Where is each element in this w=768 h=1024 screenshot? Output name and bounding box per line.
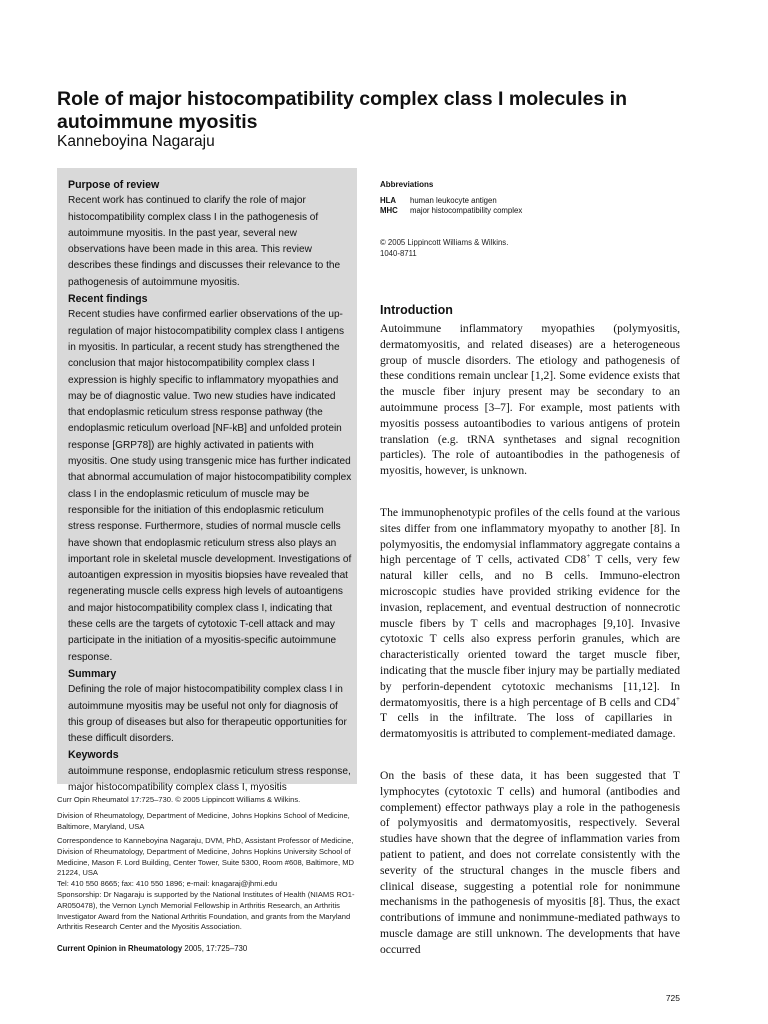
copyright-line: © 2005 Lippincott Williams & Wilkins.	[380, 238, 509, 247]
abbreviation-term: MHC	[380, 206, 398, 215]
summary-heading: Summary	[68, 667, 117, 680]
findings-heading: Recent findings	[68, 293, 148, 306]
journal-reference: Curr Opin Rheumatol 17:725–730. © 2005 Lippincott Williams & Wilkins.	[57, 795, 301, 804]
findings-text: Recent studies have confirmed earlier observations of the up-regulation of major histocompatibility complex class I antigens in myositis. In particular, a recent study has strengthened the conclusion that major histocompatibility complex class I expression is highly specific to inflammatory myopathies and may be of diagnostic value. Two new studies have indicated that endoplasmic reticulum stress response pathway (the endoplasmic reticulum overload [NF-kB] and unfolded protein response [GRP78]) are highly activated in patients with myositis. One study using transgenic mice has further indicated that abnormal accumulation of major histocompatibility complex class I in the endoplasmic reticulum of muscle may be responsible for the initiation of this endoplasmic reticulum stress response. Furthermore, studies of normal muscle cells have shown that endoplasmic reticulum stress also plays an important role in skeletal muscle development. Investigations of autoantigen expression in myositis biopsies have revealed that regenerating muscle cells express high levels of autoantigens and major histocompatibility complex class I, indicating that these cells are the targets of cytotoxic T-cell attack and may participate in the initiation of a myositis-specific autoimmune response.	[68, 309, 352, 663]
contact-info: Tel: 410 550 8665; fax: 410 550 1896; e-mail: knagaraj@jhmi.edu	[57, 879, 278, 888]
introduction-heading: Introduction	[380, 303, 453, 317]
abbreviation-meaning: major histocompatibility complex	[410, 206, 523, 215]
keywords-text: autoimmune response, endoplasmic reticulum stress response, major histocompatibility complex class I, myositis	[68, 765, 351, 793]
abbreviation-meaning: human leukocyte antigen	[410, 196, 497, 205]
intro-p2-part-1: The immunophenotypic profiles of the cells found at the various sites differ from one inflammatory myopathy to another [8]. In polymyositis, the endomysial inflammatory aggregate contains a high percentage of T cells, activated CD8	[380, 506, 680, 567]
abbreviation-term: HLA	[380, 196, 397, 205]
abbreviation-row	[380, 196, 497, 205]
author-affiliation: Division of Rheumatology, Department of Medicine, Johns Hopkins School of Medicine, Baltimore, Maryland, USA	[57, 811, 350, 831]
summary-text: Defining the role of major histocompatibility complex class I in autoimmune myositis may be useful not only for diagnosis of this group of diseases but also for therapeutic opportunities for these difficult disorders.	[68, 684, 347, 745]
intro-paragraph-3: On the basis of these data, it has been suggested that T lymphocytes (cytotoxic T cells) and humoral (antibodies and complement) effector pathways play a role in the pathogenesis of polymyositis and dermatomyositis, respectively. Several studies have shown that the degree of inflammation varies from patient to patient, and does not correlate consistently with the severity of the structural changes in the muscle fibers and clinical disease, suggesting a potential role for nonimmune mechanisms in the pathogenesis of myositis [8]. Thus, the exact contributions of immune and nonimmune-mediated pathways to muscle damage are still unknown. The developments that have occurred	[380, 769, 680, 956]
citation-journal: Current Opinion in Rheumatology	[57, 944, 183, 953]
citation-details: 2005, 17:725–730	[182, 944, 248, 953]
purpose-heading: Purpose of review	[68, 179, 160, 191]
journal-citation	[57, 944, 247, 953]
issn: 1040-8711	[380, 248, 417, 258]
purpose-text: Recent work has continued to clarify the role of major histocompatibility complex class I in the pathogenesis of autoimmune myositis. In the past year, several new observations have been made in this area. This review describes these findings and discusses their relevance to the pathogenesis of autoimmune myositis.	[68, 195, 341, 288]
keywords-heading: Keywords	[68, 749, 119, 762]
superscript-plus: +	[676, 694, 680, 703]
intro-paragraph-2	[380, 505, 680, 742]
superscript-plus: +	[586, 552, 591, 561]
intro-p2-part-2: T cells, very few natural killer cells, and no B cells. Immuno-electron microscopic studies have provided striking evidence for the invasion, replacement, and eventual destruction of nonnecrotic muscle fibers by T cells and macrophages [9,10]. Invasive cytotoxic T cells also express perforin granules, which are characteristically oriented toward the target muscle fiber, indicating that the muscle fiber injury may be partially mediated by perforin-dependent cytotoxic mechanisms [11,12]. In dermatomyositis, there is a high percentage of B cells and CD4	[380, 553, 680, 709]
article-title: Role of major histocompatibility complex class I molecules in autoimmune myositis	[57, 88, 627, 133]
abbreviation-row	[380, 206, 522, 215]
sponsorship: Sponsorship: Dr Nagaraju is supported by the National Institutes of Health (NIAMS RO1-AR050478), the Vernon Lynch Memorial Fellowship in Arthritis Research, an Arthritis Investigator Award from the National Arthritis Foundation, and grants from the Maryland Arthritis Research Center and the Myositis Association.	[57, 890, 355, 932]
copyright-notice	[380, 238, 508, 259]
author-name: Kanneboyina Nagaraju	[57, 133, 215, 150]
intro-p2-part-3: T cells in the infiltrate. The loss of capillaries in dermatomyositis is attributed to complement-mediated damage.	[380, 711, 676, 741]
intro-paragraph-1: Autoimmune inflammatory myopathies (polymyositis, dermatomyositis, and related diseases) are a heterogeneous group of muscle disorders. The etiology and pathogenesis of these conditions remain unclear [1,2]. Some evidence exists that the muscle fiber injury present may be secondary to an autoimmune process [3–7]. For example, most patients with myositis possess autoantibodies to various antigens of protein translation (e.g. tRNA synthetases and signal recognition particles). The role of autoantibodies in the pathogenesis of myositis, however, is unknown.	[380, 322, 680, 478]
page-number: 725	[665, 993, 680, 1003]
correspondence: Correspondence to Kanneboyina Nagaraju, DVM, PhD, Assistant Professor of Medicine, Division of Rheumatology, Department of Medicine, Johns Hopkins University School of Medicine, Mason F. Lord Building, Center Tower, Suite 5300, Room #608, Baltimore, MD 21224, USA	[57, 836, 355, 878]
abbreviations-heading: Abbreviations	[380, 180, 434, 189]
abstract-box	[57, 168, 357, 793]
